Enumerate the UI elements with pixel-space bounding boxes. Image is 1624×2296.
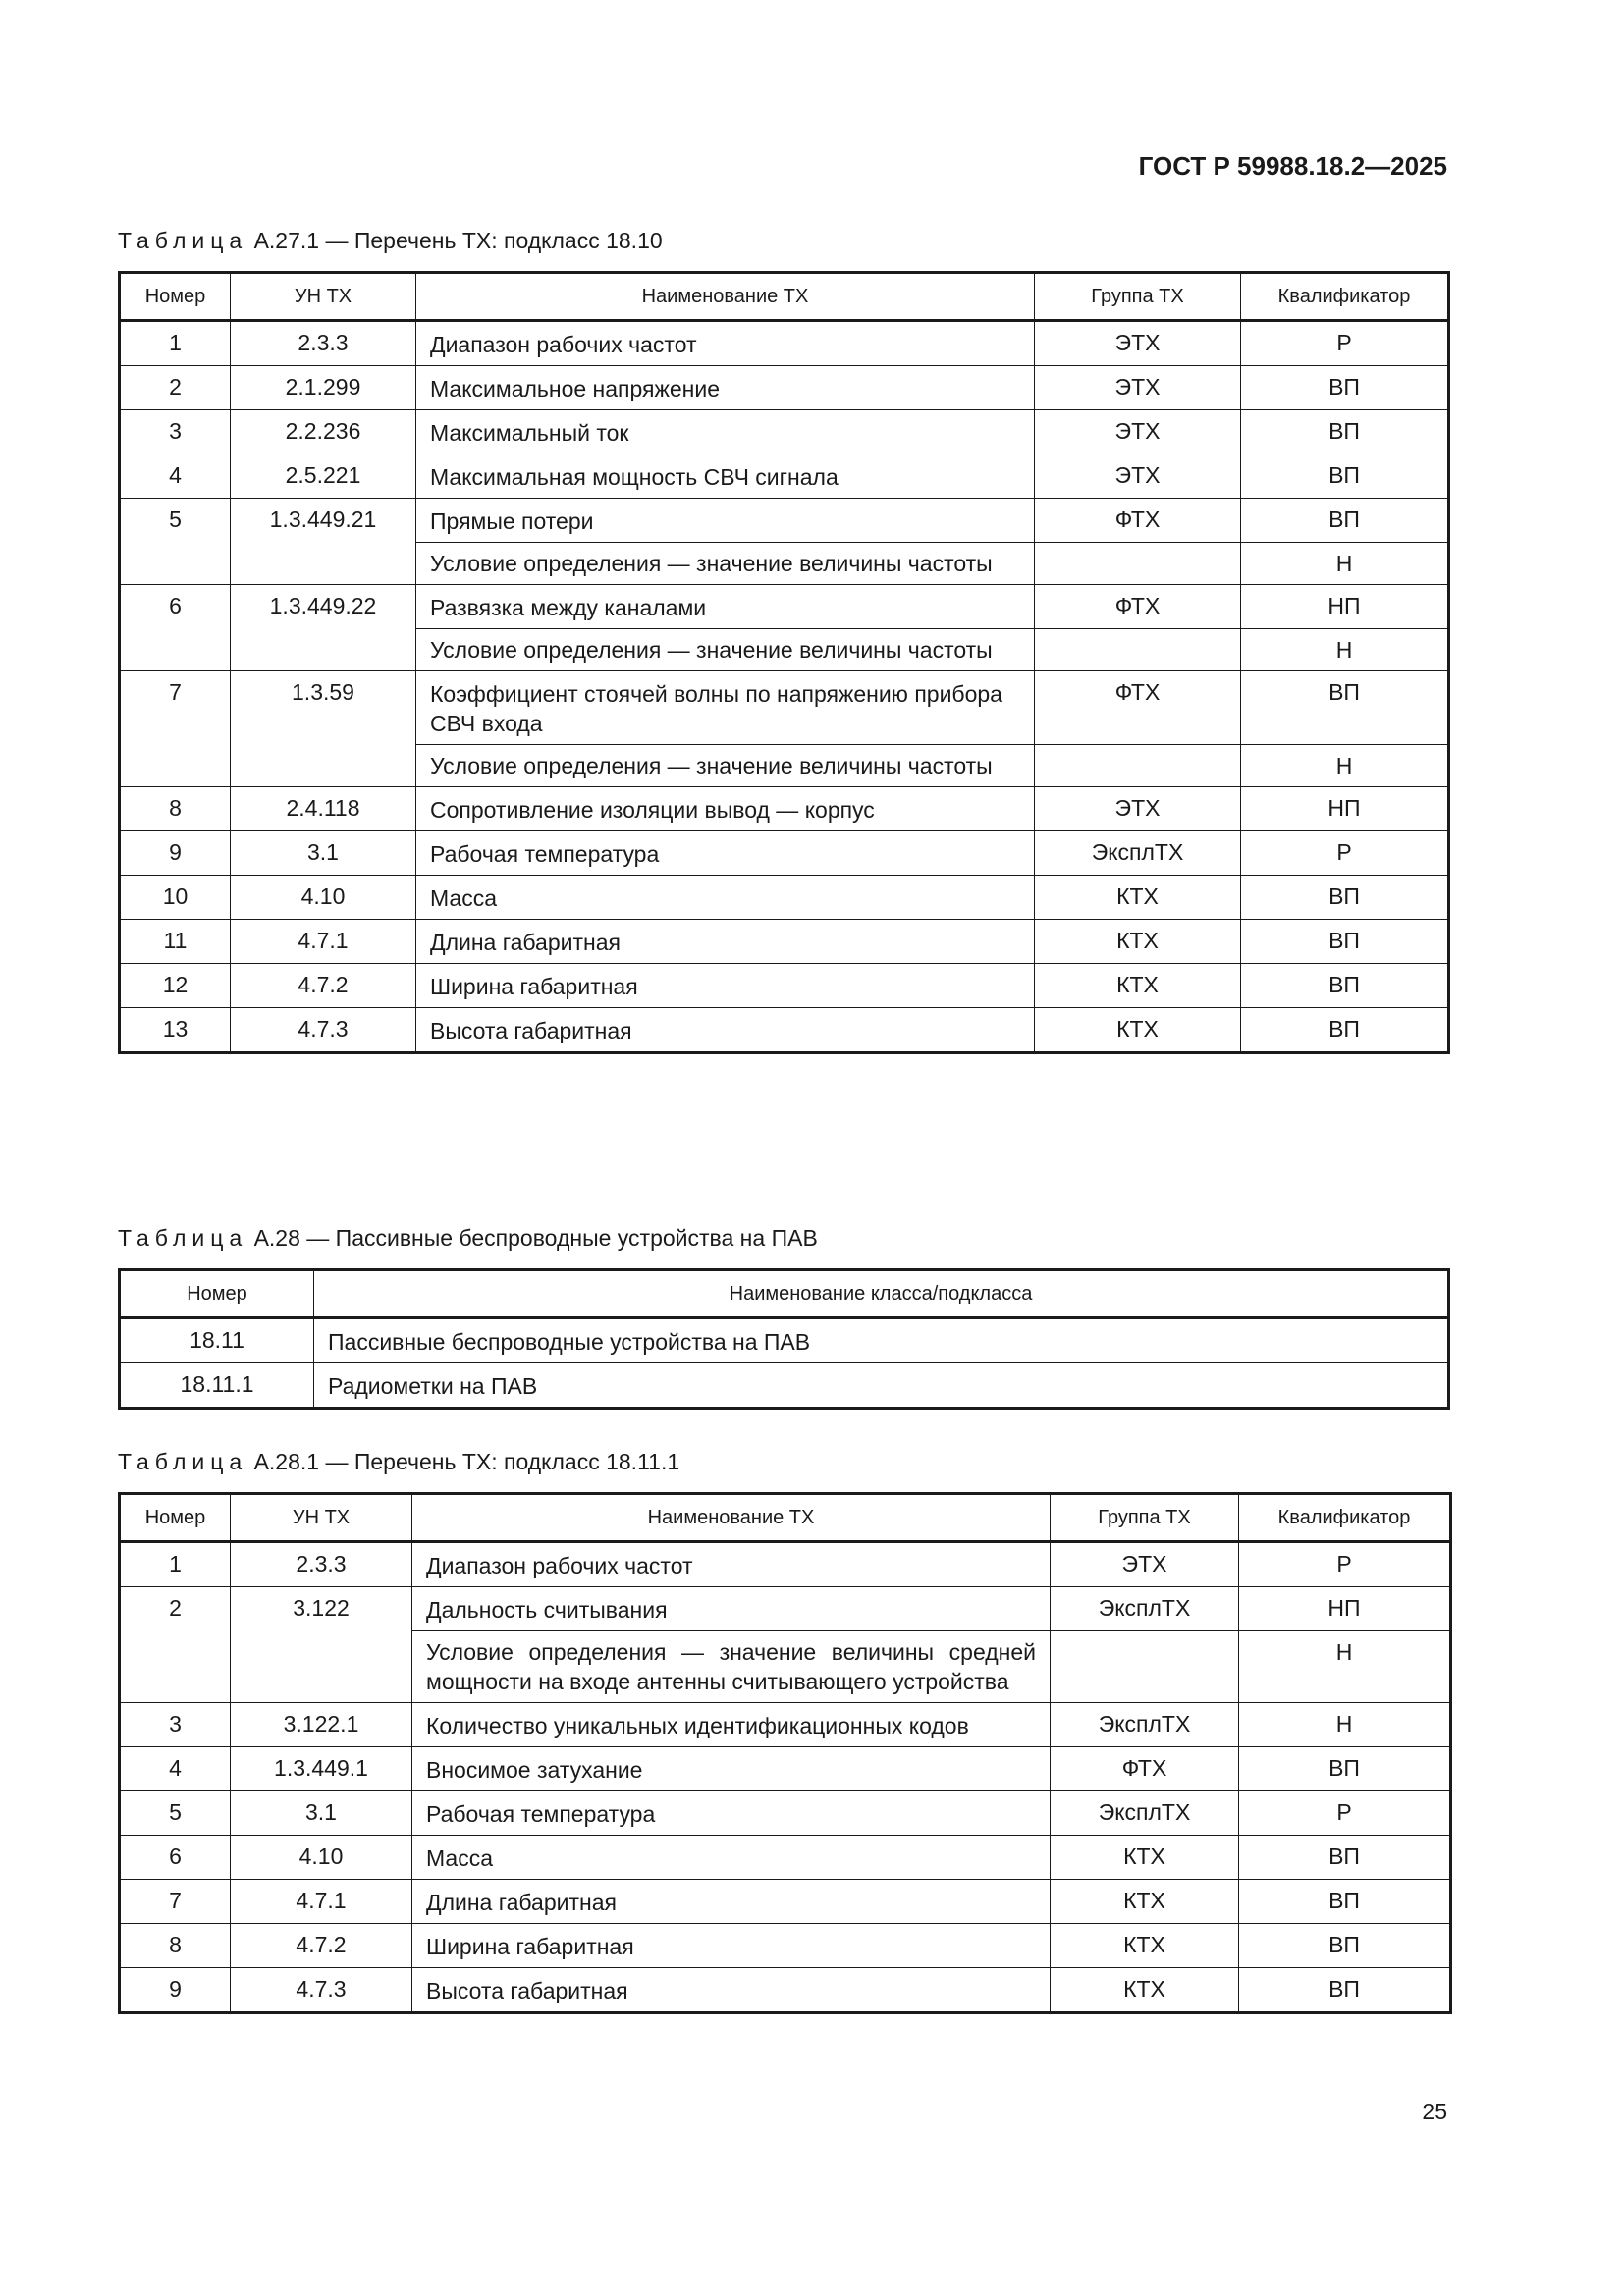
tx-group-cell: ЭксплТХ bbox=[1051, 1791, 1239, 1836]
row-number-cell: 13 bbox=[120, 1008, 231, 1053]
empty-group-cell bbox=[1035, 745, 1241, 787]
tx-name-cell: Рабочая температура bbox=[412, 1791, 1051, 1836]
tx-code-cell: 3.122 bbox=[231, 1587, 412, 1703]
table-row bbox=[120, 831, 1449, 876]
row-number-cell: 5 bbox=[120, 1791, 231, 1836]
row-number-cell: 6 bbox=[120, 1836, 231, 1880]
tx-name-cell: Коэффициент стоячей волны по напряжению прибора СВЧ входа bbox=[416, 671, 1035, 745]
table-row bbox=[120, 876, 1449, 920]
row-number-cell: 3 bbox=[120, 410, 231, 454]
table-row bbox=[120, 1836, 1451, 1880]
tx-code-cell: 4.7.3 bbox=[231, 1968, 412, 2013]
tx-code-cell: 2.3.3 bbox=[231, 1542, 412, 1587]
table-row bbox=[120, 321, 1449, 366]
empty-group-cell bbox=[1035, 629, 1241, 671]
row-number-cell: 10 bbox=[120, 876, 231, 920]
table-row bbox=[120, 585, 1449, 629]
qualifier-cell: ВП bbox=[1241, 499, 1449, 543]
table-row bbox=[120, 1968, 1451, 2013]
tx-code-cell: 4.7.1 bbox=[231, 920, 416, 964]
condition-qualifier-cell: Н bbox=[1241, 543, 1449, 585]
tx-code-cell: 2.4.118 bbox=[231, 787, 416, 831]
table-row bbox=[120, 1587, 1451, 1631]
tx-group-cell: КТХ bbox=[1035, 920, 1241, 964]
header-cell: Квалификатор bbox=[1241, 273, 1449, 321]
tx-name-cell: Диапазон рабочих частот bbox=[416, 321, 1035, 366]
tx-code-cell: 1.3.449.21 bbox=[231, 499, 416, 585]
tx-name-cell: Сопротивление изоляции вывод — корпус bbox=[416, 787, 1035, 831]
class-number-cell: 18.11 bbox=[120, 1318, 314, 1363]
tx-name-cell: Вносимое затухание bbox=[412, 1747, 1051, 1791]
tx-name-cell: Количество уникальных идентификационных кодов bbox=[412, 1703, 1051, 1747]
row-number-cell: 2 bbox=[120, 366, 231, 410]
tx-group-cell: ФТХ bbox=[1035, 585, 1241, 629]
document-code: ГОСТ Р 59988.18.2—2025 bbox=[1138, 151, 1447, 181]
row-number-cell: 1 bbox=[120, 1542, 231, 1587]
tx-group-cell: ЭксплТХ bbox=[1051, 1587, 1239, 1631]
qualifier-cell: НП bbox=[1241, 585, 1449, 629]
tx-group-cell: ЭТХ bbox=[1035, 787, 1241, 831]
table-row bbox=[120, 1008, 1449, 1053]
table-row bbox=[120, 1791, 1451, 1836]
qualifier-cell: Р bbox=[1239, 1791, 1451, 1836]
tx-group-cell: ФТХ bbox=[1035, 499, 1241, 543]
qualifier-cell: ВП bbox=[1241, 366, 1449, 410]
row-number-cell: 4 bbox=[120, 454, 231, 499]
tx-name-cell: Диапазон рабочих частот bbox=[412, 1542, 1051, 1587]
qualifier-cell: ВП bbox=[1241, 454, 1449, 499]
condition-qualifier-cell: Н bbox=[1241, 745, 1449, 787]
qualifier-cell: ВП bbox=[1239, 1836, 1451, 1880]
tx-name-cell: Максимальная мощность СВЧ сигнала bbox=[416, 454, 1035, 499]
tx-code-cell: 3.1 bbox=[231, 1791, 412, 1836]
header-cell: Номер bbox=[120, 1270, 314, 1318]
tx-name-cell: Максимальный ток bbox=[416, 410, 1035, 454]
tx-group-cell: ЭТХ bbox=[1035, 366, 1241, 410]
table3-caption-text: А.28.1 — Перечень ТХ: подкласс 18.11.1 bbox=[253, 1449, 680, 1474]
condition-cell: Условие определения — значение величины частоты bbox=[416, 543, 1035, 585]
table1-caption bbox=[118, 228, 663, 254]
row-number-cell: 8 bbox=[120, 787, 231, 831]
tx-group-cell: ЭТХ bbox=[1035, 321, 1241, 366]
tx-code-cell: 2.3.3 bbox=[231, 321, 416, 366]
tx-name-cell: Длина габаритная bbox=[412, 1880, 1051, 1924]
table-row bbox=[120, 410, 1449, 454]
table-row bbox=[120, 366, 1449, 410]
tx-code-cell: 4.10 bbox=[231, 876, 416, 920]
tx-name-cell: Длина габаритная bbox=[416, 920, 1035, 964]
row-number-cell: 11 bbox=[120, 920, 231, 964]
class-number-cell: 18.11.1 bbox=[120, 1363, 314, 1409]
tx-name-cell: Рабочая температура bbox=[416, 831, 1035, 876]
qualifier-cell: ВП bbox=[1239, 1968, 1451, 2013]
tx-code-cell: 2.1.299 bbox=[231, 366, 416, 410]
class-name-cell: Радиометки на ПАВ bbox=[314, 1363, 1449, 1409]
row-number-cell: 2 bbox=[120, 1587, 231, 1703]
table-row bbox=[120, 1318, 1449, 1363]
row-number-cell: 9 bbox=[120, 831, 231, 876]
tx-code-cell: 1.3.449.1 bbox=[231, 1747, 412, 1791]
tx-group-cell: КТХ bbox=[1035, 876, 1241, 920]
tx-name-cell: Ширина габаритная bbox=[412, 1924, 1051, 1968]
table-row bbox=[120, 1703, 1451, 1747]
tx-group-cell: КТХ bbox=[1035, 1008, 1241, 1053]
row-number-cell: 7 bbox=[120, 1880, 231, 1924]
tx-group-cell: КТХ bbox=[1051, 1924, 1239, 1968]
table-row bbox=[120, 920, 1449, 964]
row-number-cell: 8 bbox=[120, 1924, 231, 1968]
table-row bbox=[120, 1747, 1451, 1791]
row-number-cell: 9 bbox=[120, 1968, 231, 2013]
qualifier-cell: ВП bbox=[1241, 671, 1449, 745]
qualifier-cell: НП bbox=[1241, 787, 1449, 831]
qualifier-cell: ВП bbox=[1239, 1747, 1451, 1791]
qualifier-cell: Р bbox=[1241, 321, 1449, 366]
header-cell: Наименование ТХ bbox=[416, 273, 1035, 321]
tx-group-cell: ЭксплТХ bbox=[1051, 1703, 1239, 1747]
table1-caption-text: А.27.1 — Перечень ТХ: подкласс 18.10 bbox=[253, 228, 663, 253]
tx-group-cell: ЭТХ bbox=[1051, 1542, 1239, 1587]
tx-group-cell: ЭТХ bbox=[1035, 410, 1241, 454]
header-cell: УН ТХ bbox=[231, 273, 416, 321]
header-cell: Группа ТХ bbox=[1051, 1494, 1239, 1542]
tx-code-cell: 4.7.2 bbox=[231, 1924, 412, 1968]
table2-caption-prefix: Таблица bbox=[118, 1225, 248, 1251]
tx-group-cell: ЭТХ bbox=[1035, 454, 1241, 499]
empty-group-cell bbox=[1035, 543, 1241, 585]
row-number-cell: 4 bbox=[120, 1747, 231, 1791]
tx-code-cell: 2.2.236 bbox=[231, 410, 416, 454]
condition-cell: Условие определения — значение величины средней мощности на входе антенны считывающего устройства bbox=[412, 1631, 1051, 1703]
tx-group-cell: КТХ bbox=[1051, 1836, 1239, 1880]
qualifier-cell: ВП bbox=[1239, 1880, 1451, 1924]
tx-name-cell: Высота габаритная bbox=[412, 1968, 1051, 2013]
qualifier-cell: Р bbox=[1239, 1542, 1451, 1587]
empty-group-cell bbox=[1051, 1631, 1239, 1703]
qualifier-cell: ВП bbox=[1241, 964, 1449, 1008]
table-row bbox=[120, 1363, 1449, 1409]
table-header-row bbox=[120, 273, 1449, 321]
tx-name-cell: Высота габаритная bbox=[416, 1008, 1035, 1053]
qualifier-cell: ВП bbox=[1241, 920, 1449, 964]
condition-cell: Условие определения — значение величины частоты bbox=[416, 629, 1035, 671]
row-number-cell: 3 bbox=[120, 1703, 231, 1747]
row-number-cell: 6 bbox=[120, 585, 231, 671]
row-number-cell: 7 bbox=[120, 671, 231, 787]
table-row bbox=[120, 454, 1449, 499]
tx-code-cell: 4.7.2 bbox=[231, 964, 416, 1008]
table-a27-1 bbox=[118, 271, 1450, 1054]
tx-name-cell: Ширина габаритная bbox=[416, 964, 1035, 1008]
qualifier-cell: Н bbox=[1239, 1703, 1451, 1747]
table3-caption-prefix: Таблица bbox=[118, 1449, 248, 1474]
condition-qualifier-cell: Н bbox=[1239, 1631, 1451, 1703]
tx-group-cell: КТХ bbox=[1051, 1880, 1239, 1924]
tx-name-cell: Дальность считывания bbox=[412, 1587, 1051, 1631]
condition-qualifier-cell: Н bbox=[1241, 629, 1449, 671]
page-number: 25 bbox=[1422, 2099, 1447, 2124]
qualifier-cell: Р bbox=[1241, 831, 1449, 876]
tx-code-cell: 4.7.3 bbox=[231, 1008, 416, 1053]
tx-code-cell: 1.3.449.22 bbox=[231, 585, 416, 671]
qualifier-cell: ВП bbox=[1241, 410, 1449, 454]
header-cell: УН ТХ bbox=[231, 1494, 412, 1542]
table-a28 bbox=[118, 1268, 1450, 1410]
row-number-cell: 12 bbox=[120, 964, 231, 1008]
table2-caption bbox=[118, 1225, 818, 1252]
tx-name-cell: Масса bbox=[412, 1836, 1051, 1880]
table-row bbox=[120, 964, 1449, 1008]
header-cell: Квалификатор bbox=[1239, 1494, 1451, 1542]
tx-code-cell: 4.7.1 bbox=[231, 1880, 412, 1924]
qualifier-cell: ВП bbox=[1241, 876, 1449, 920]
table-row bbox=[120, 1542, 1451, 1587]
row-number-cell: 5 bbox=[120, 499, 231, 585]
class-name-cell: Пассивные беспроводные устройства на ПАВ bbox=[314, 1318, 1449, 1363]
header-cell: Номер bbox=[120, 273, 231, 321]
header-cell: Группа ТХ bbox=[1035, 273, 1241, 321]
tx-code-cell: 4.10 bbox=[231, 1836, 412, 1880]
tx-name-cell: Максимальное напряжение bbox=[416, 366, 1035, 410]
tx-code-cell: 3.1 bbox=[231, 831, 416, 876]
table-row bbox=[120, 499, 1449, 543]
tx-group-cell: ФТХ bbox=[1035, 671, 1241, 745]
table-row bbox=[120, 1880, 1451, 1924]
table-header-row bbox=[120, 1270, 1449, 1318]
table-header-row bbox=[120, 1494, 1451, 1542]
tx-group-cell: КТХ bbox=[1051, 1968, 1239, 2013]
table-a28-1 bbox=[118, 1492, 1452, 2014]
table-row bbox=[120, 671, 1449, 745]
condition-cell: Условие определения — значение величины частоты bbox=[416, 745, 1035, 787]
header-cell: Наименование класса/подкласса bbox=[314, 1270, 1449, 1318]
table-row bbox=[120, 787, 1449, 831]
tx-name-cell: Развязка между каналами bbox=[416, 585, 1035, 629]
table-row bbox=[120, 1924, 1451, 1968]
tx-code-cell: 3.122.1 bbox=[231, 1703, 412, 1747]
qualifier-cell: НП bbox=[1239, 1587, 1451, 1631]
header-cell: Наименование ТХ bbox=[412, 1494, 1051, 1542]
tx-group-cell: КТХ bbox=[1035, 964, 1241, 1008]
tx-code-cell: 1.3.59 bbox=[231, 671, 416, 787]
table2-caption-text: А.28 — Пассивные беспроводные устройства на ПАВ bbox=[253, 1225, 818, 1251]
table3-caption bbox=[118, 1449, 679, 1475]
tx-name-cell: Прямые потери bbox=[416, 499, 1035, 543]
tx-group-cell: ЭксплТХ bbox=[1035, 831, 1241, 876]
qualifier-cell: ВП bbox=[1241, 1008, 1449, 1053]
header-cell: Номер bbox=[120, 1494, 231, 1542]
tx-code-cell: 2.5.221 bbox=[231, 454, 416, 499]
tx-name-cell: Масса bbox=[416, 876, 1035, 920]
tx-group-cell: ФТХ bbox=[1051, 1747, 1239, 1791]
table1-caption-prefix: Таблица bbox=[118, 228, 248, 253]
row-number-cell: 1 bbox=[120, 321, 231, 366]
qualifier-cell: ВП bbox=[1239, 1924, 1451, 1968]
